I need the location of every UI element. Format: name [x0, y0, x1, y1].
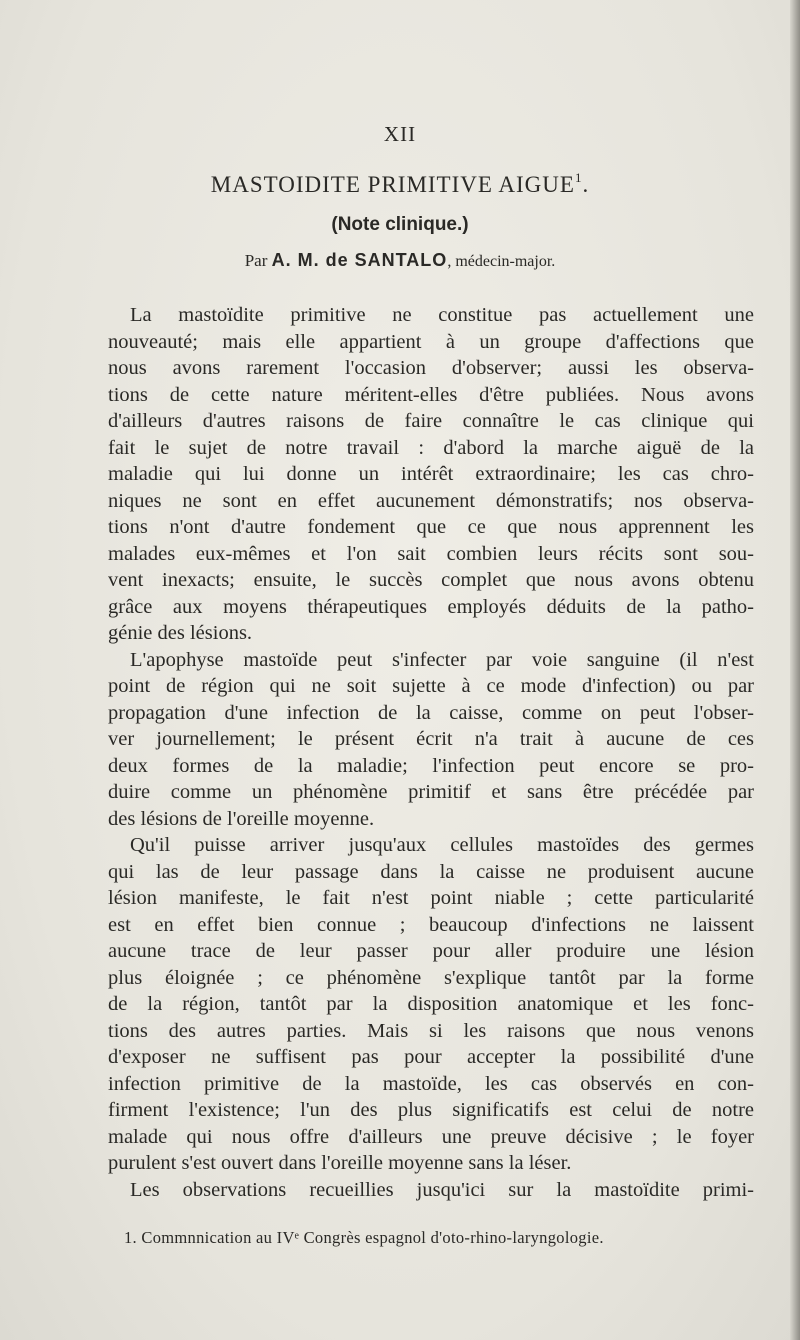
body-line: aucune trace de leur passer pour aller produire une lésion: [108, 940, 754, 962]
body-line: point de région qui ne soit sujette à ce mode d'infection) ou par: [108, 675, 754, 697]
body-line: tions n'ont d'autre fondement que ce que nous apprennent les: [108, 516, 754, 538]
chapter-number: XII: [383, 122, 417, 146]
article-title-text: MASTOIDITE PRIMITIVE AIGUE: [210, 172, 575, 197]
article-title: [0, 172, 800, 198]
article-body: [108, 302, 754, 1203]
body-line: plus éloignée ; ce phénomène s'explique tantôt par la forme: [108, 966, 754, 989]
body-line: nous avons rarement l'occasion d'observer; aussi les observa-: [108, 357, 754, 379]
body-line: propagation d'une infection de la caisse, comme on peut l'obser-: [108, 701, 754, 724]
byline-prefix: Par: [244, 251, 268, 270]
byline: [0, 250, 800, 271]
body-line: qui las de leur passage dans la caisse ne produisent aucune: [108, 860, 754, 883]
author-role: , médecin-major.: [447, 253, 556, 270]
body-line: ver journellement; le présent écrit n'a trait à aucune de ces: [108, 728, 754, 750]
body-line: est en effet bien connue ; beaucoup d'infections ne laissent: [108, 913, 754, 936]
body-line: La mastoïdite primitive ne constitue pas actuellement une: [130, 304, 754, 326]
author-name: A. M. de SANTALO: [271, 250, 448, 270]
body-line: duire comme un phénomène primitif et sans être précédée par: [108, 781, 754, 803]
article-title-suffix: .: [582, 172, 590, 197]
body-line: vent inexacts; ensuite, le succès complet que nous avons obtenu: [108, 569, 754, 591]
body-line: infection primitive de la mastoïde, les cas observés en con-: [108, 1072, 754, 1095]
body-line: des lésions de l'oreille moyenne.: [108, 807, 375, 830]
body-line: Qu'il puisse arriver jusqu'aux cellules mastoïdes des germes: [130, 834, 754, 856]
body-line: malade qui nous offre d'ailleurs une preuve décisive ; le foyer: [108, 1125, 754, 1148]
body-line: maladie qui lui donne un intérêt extraordinaire; les cas chro-: [108, 463, 754, 485]
body-line: tions des autres parties. Mais si les raisons que nous venons: [108, 1019, 754, 1042]
body-line: d'exposer ne suffisent pas pour accepter la possibilité d'une: [108, 1046, 754, 1068]
body-line: nouveauté; mais elle appartient à un groupe d'affections que: [108, 330, 754, 353]
body-line: d'ailleurs d'autres raisons de faire connaître le cas clinique qui: [108, 410, 754, 432]
body-line: fait le sujet de notre travail : d'abord la marche aiguë de la: [108, 436, 754, 459]
body-line: L'apophyse mastoïde peut s'infecter par voie sanguine (il n'est: [130, 648, 754, 671]
body-line: purulent s'est ouvert dans l'oreille moyenne sans la léser.: [108, 1152, 572, 1174]
body-line: lésion manifeste, le fait n'est point niable ; cette particularité: [108, 887, 754, 909]
body-line: tions de cette nature méritent-elles d'être publiées. Nous avons: [108, 383, 754, 406]
body-line: deux formes de la maladie; l'infection peut encore se pro-: [108, 754, 754, 777]
body-line: Les observations recueillies jusqu'ici sur la mastoïdite primi-: [130, 1178, 754, 1201]
body-line: de la région, tantôt par la disposition anatomique et les fonc-: [108, 993, 754, 1015]
article-subtitle: (Note clinique.): [331, 214, 469, 235]
body-line: malades eux-mêmes et l'on sait combien leurs récits sont sou-: [108, 542, 754, 565]
footnote-reference: 1: [574, 170, 583, 185]
page-edge-shadow: [790, 0, 800, 1340]
body-line: niques ne sont en effet aucunement démonstratifs; nos observa-: [108, 489, 754, 512]
body-line: génie des lésions.: [108, 622, 253, 644]
body-line: grâce aux moyens thérapeutiques employés déduits de la patho-: [108, 595, 754, 618]
footnote: 1. Commnnication au IVᵉ Congrès espagnol d'oto-rhino-laryngologie.: [124, 1228, 604, 1247]
body-line: firment l'existence; l'un des plus significatifs est celui de notre: [108, 1099, 754, 1121]
